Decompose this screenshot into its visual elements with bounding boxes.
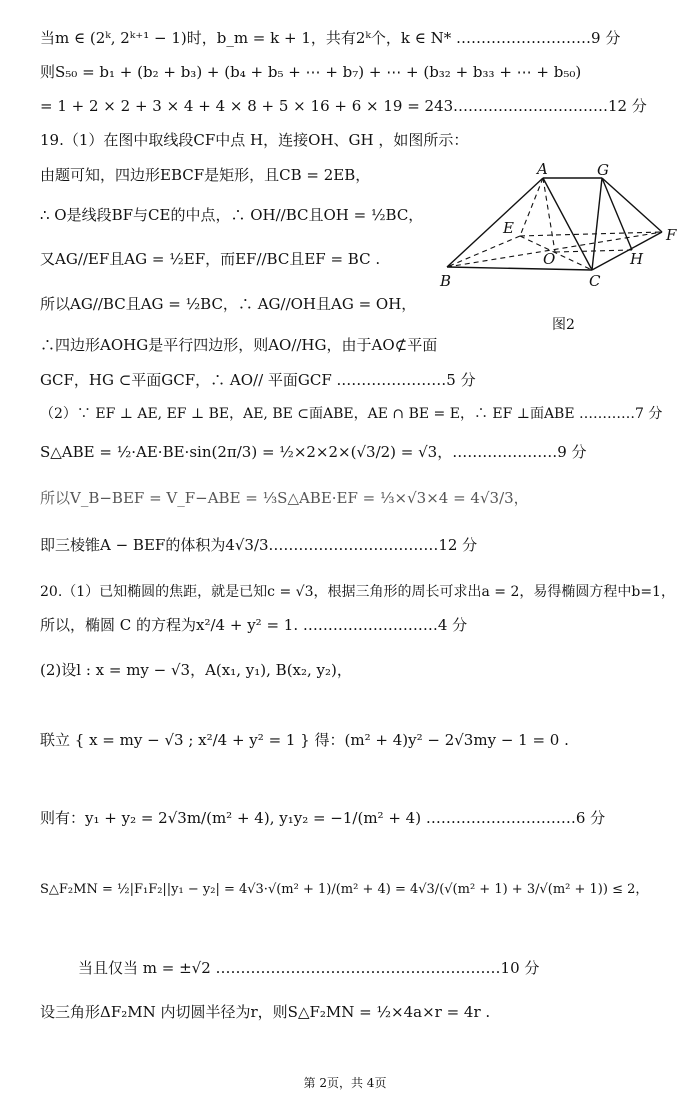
text-line: 则有：y₁ + y₂ = 2√3m/(m² + 4), y₁y₂ = −1/(m² + 4) …………………………6 分 <box>40 809 606 827</box>
figure-caption: 图2 <box>552 317 575 333</box>
text-line: 又AG//EF且AG = ½EF，而EF//BC且EF = BC . <box>40 250 381 268</box>
text-line: GCF，HG ⊂平面GCF，∴ AO// 平面GCF .…………………5 分 <box>40 371 476 389</box>
text-line: 所以V_B−BEF = V_F−ABE = ⅓S△ABE·EF = ⅓×√3×4 = 4√3/3， <box>40 489 529 507</box>
text-line: 设三角形ΔF₂MN 内切圆半径为r，则S△F₂MN = ½×4a×r = 4r . <box>40 1003 491 1021</box>
problem-19-heading: 19.（1）在图中取线段CF中点 H，连接OH、GH ，如图所示： <box>40 131 469 149</box>
page-footer: 第 2页，共 4页 <box>303 1076 387 1090</box>
vertex-label-B: B <box>440 272 452 290</box>
vertex-label-A: A <box>537 160 548 178</box>
text-line: 所以AG//BC且AG = ½BC，∴ AG//OH且AG = OH， <box>40 295 417 313</box>
vertex-label-G: G <box>597 161 609 179</box>
vertex-label-H: H <box>630 250 644 268</box>
text-line: 则S₅₀ = b₁ + (b₂ + b₃) + (b₄ + b₅ + ⋯ + b₇) + ⋯ + (b₃₂ + b₃₃ + ⋯ + b₅₀) <box>40 63 582 81</box>
text-line: = 1 + 2 × 2 + 3 × 4 + 4 × 8 + 5 × 16 + 6 × 19 = 243.…………………………12 分 <box>40 97 647 115</box>
text-line: 当且仅当 m = ±√2 …………………………………………………10 分 <box>78 959 540 977</box>
text-line: （2）∵ EF ⊥ AE, EF ⊥ BE，AE, BE ⊂面ABE，AE ∩ BE = E，∴ EF ⊥面ABE …………7 分 <box>40 406 663 422</box>
text-line: ∴ O是线段BF与CE的中点，∴ OH//BC且OH = ½BC， <box>40 206 424 224</box>
problem-20-heading: 20.（1）已知椭圆的焦距，就是已知c = √3，根据三角形的周长可求出a = 2，易得椭圆方程中b=1， <box>40 584 675 600</box>
text-line: ∴四边形AOHG是平行四边形，则AO//HG，由于AO⊄平面 <box>40 336 438 354</box>
text-line: S△ABE = ½·AE·BE·sin(2π/3) = ½×2×2×(√3/2) = √3，…………………9 分 <box>40 443 587 461</box>
text-line: S△F₂MN = ½|F₁F₂||y₁ − y₂| = 4√3·√(m² + 1)/(m² + 4) = 4√3/(√(m² + 1) + 3/√(m² + 1)) ≤ 2， <box>40 882 649 897</box>
text-line: 联立 { x = my − √3 ; x²/4 + y² = 1 } 得：(m² + 4)y² − 2√3my − 1 = 0 . <box>40 731 569 749</box>
text-line: 由题可知，四边形EBCF是矩形，且CB = 2EB， <box>40 166 371 184</box>
vertex-label-C: C <box>589 272 601 290</box>
text-line: 当m ∈ (2ᵏ, 2ᵏ⁺¹ − 1)时，b_m = k + 1，共有2ᵏ个，k ∈ N* ………………………9 分 <box>40 29 621 47</box>
text-line: (2)设l : x = my − √3，A(x₁, y₁), B(x₂, y₂)， <box>40 661 352 679</box>
vertex-label-F: F <box>666 226 677 244</box>
text-line: 所以，椭圆 C 的方程为x²/4 + y² = 1. ………………………4 分 <box>40 616 468 634</box>
vertex-label-O: O <box>543 250 556 268</box>
text-line: 即三棱锥A − BEF的体积为4√3/3.……………………………12 分 <box>40 536 478 554</box>
vertex-label-E: E <box>503 219 514 237</box>
